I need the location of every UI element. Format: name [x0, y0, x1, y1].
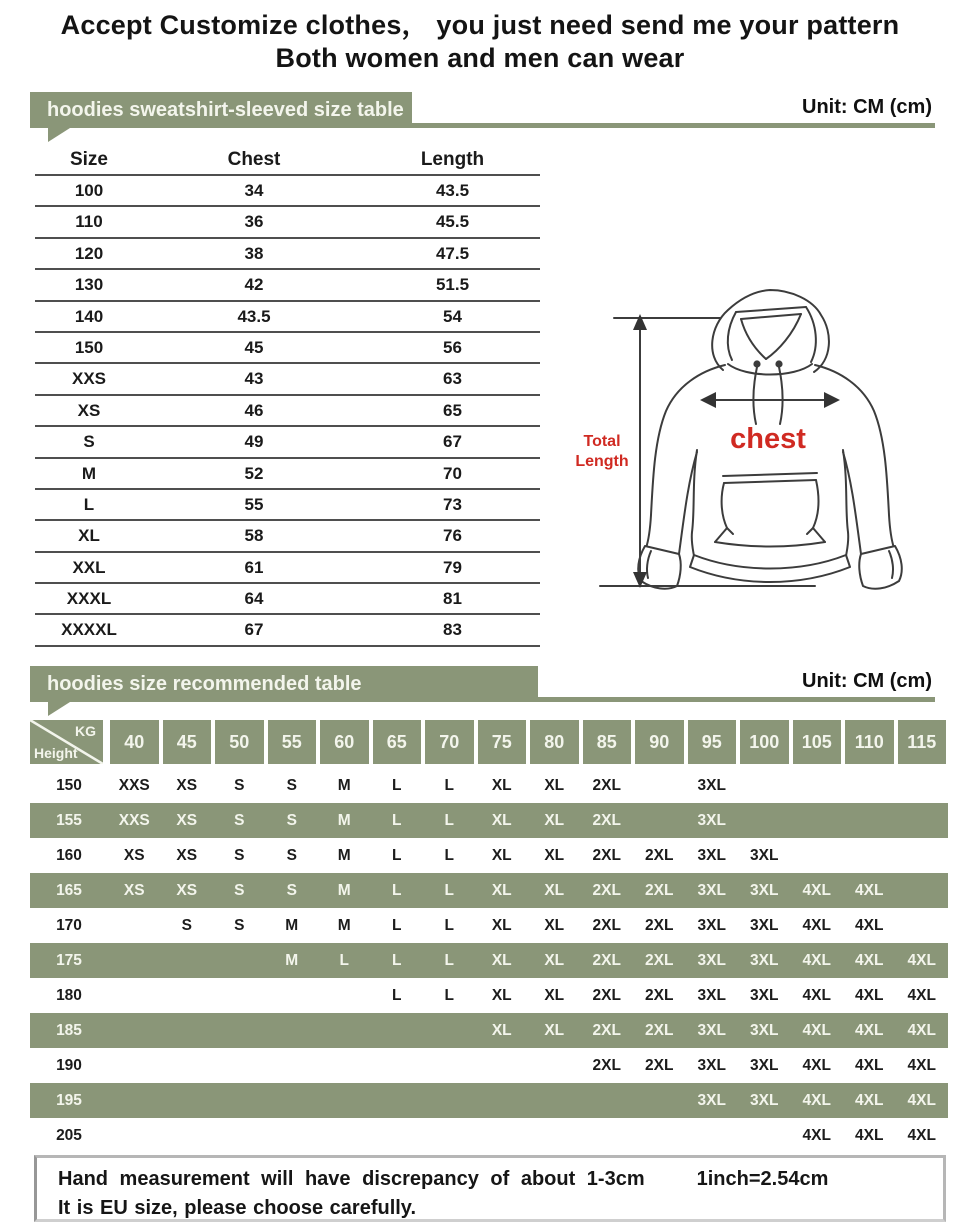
recommend-size-cell: L: [444, 846, 454, 864]
recommend-size-cell: XS: [176, 811, 198, 829]
size-table-row: [35, 396, 540, 427]
recommend-size-cell: M: [285, 951, 299, 969]
size-table-cell: 36: [244, 212, 264, 232]
size-table-row: [35, 207, 540, 238]
weight-header-cell-wrap: [686, 720, 739, 764]
measurement-note-box: [34, 1155, 946, 1222]
recommend-size-cell: S: [234, 881, 245, 899]
weight-header-cell-wrap: [738, 720, 791, 764]
recommend-row: [30, 978, 948, 1013]
recommend-size-cell: XL: [544, 846, 565, 864]
size-table-row: [35, 427, 540, 458]
size-table-cell: 120: [74, 243, 104, 263]
recommend-size-cell: XS: [123, 881, 145, 899]
heading-line1: Accept Customize clothes， you just need send me your pattern: [60, 10, 900, 40]
size-table-cell: 45.5: [435, 212, 470, 232]
recommend-size-cell: 2XL: [592, 986, 621, 1004]
recommend-size-cell: M: [337, 916, 351, 934]
height-label: 155: [56, 811, 82, 829]
recommend-size-cell: 2XL: [645, 846, 674, 864]
size-table-column-header: Size: [69, 149, 109, 170]
kg-height-corner-cell: [30, 720, 103, 764]
size-table-cell: S: [83, 432, 95, 452]
height-label: 165: [56, 881, 82, 899]
recommend-size-cell: 4XL: [855, 916, 884, 934]
size-table-cell: 130: [74, 275, 104, 295]
recommend-size-cell: XL: [544, 1021, 565, 1039]
recommend-size-cell: XS: [176, 846, 198, 864]
recommend-size-cell: 4XL: [802, 1056, 831, 1074]
size-table-cell: 140: [74, 306, 104, 326]
size-table-row: [35, 459, 540, 490]
recommend-size-cell: 3XL: [750, 951, 779, 969]
corner-height-label: Height: [34, 745, 78, 761]
recommend-size-cell: 3XL: [697, 881, 726, 899]
matrix-header-row: [30, 720, 948, 764]
recommend-size-cell: XL: [491, 1021, 512, 1039]
recommend-size-cell: L: [392, 986, 402, 1004]
weight-column-header: 40: [110, 720, 159, 764]
size-table-cell: 79: [443, 557, 462, 577]
height-label: 205: [56, 1126, 82, 1144]
recommend-size-cell: L: [444, 916, 454, 934]
recommend-row: [30, 943, 948, 978]
recommend-size-cell: L: [392, 811, 402, 829]
size-table-row: [35, 333, 540, 364]
size-table-body: [35, 176, 540, 647]
recommend-size-cell: S: [181, 916, 192, 934]
page-title: [0, 9, 960, 75]
recommend-size-cell: 2XL: [645, 951, 674, 969]
recommend-size-cell: XL: [544, 986, 565, 1004]
size-table-row: [35, 584, 540, 615]
size-table-cell: XXXL: [66, 589, 112, 609]
recommend-size-cell: 2XL: [645, 1021, 674, 1039]
height-label: 195: [56, 1091, 82, 1109]
recommend-size-cell: 2XL: [592, 881, 621, 899]
weight-header-cell-wrap: [108, 720, 161, 764]
recommend-size-cell: M: [285, 916, 299, 934]
recommend-size-cell: 3XL: [697, 951, 726, 969]
size-table-cell: 76: [443, 526, 462, 546]
size-table-cell: 46: [244, 400, 264, 420]
inch-conversion-note: 1inch=2.54cm: [696, 1168, 829, 1190]
weight-header-cell-wrap: [791, 720, 844, 764]
recommend-size-cell: 4XL: [855, 1126, 884, 1144]
recommend-size-cell: S: [286, 881, 297, 899]
recommend-size-cell: 3XL: [750, 1021, 779, 1039]
size-table-cell: 45: [244, 337, 264, 357]
size-table-cell: 63: [443, 369, 462, 389]
size-table-cell: 47.5: [435, 243, 470, 263]
size-table-cell: 54: [443, 306, 462, 326]
recommend-size-cell: 2XL: [592, 916, 621, 934]
height-label: 185: [56, 1021, 82, 1039]
size-table-banner: hoodies sweatshirt-sleeved size table: [30, 92, 412, 128]
recommend-size-cell: 4XL: [855, 986, 884, 1004]
size-table-row: [35, 521, 540, 552]
size-recommendation-table: [30, 720, 948, 1153]
recommend-size-cell: XL: [491, 986, 512, 1004]
recommend-size-cell: 3XL: [750, 1056, 779, 1074]
recommend-size-cell: 3XL: [697, 776, 726, 794]
weight-column-header: 115: [898, 720, 947, 764]
recommend-size-cell: L: [392, 881, 402, 899]
size-table-row: [35, 239, 540, 270]
recommend-size-cell: 2XL: [592, 776, 621, 794]
size-table-cell: 67: [244, 620, 264, 640]
recommend-size-cell: XS: [176, 776, 198, 794]
size-table-cell: XL: [78, 526, 100, 546]
weight-column-header: 110: [845, 720, 894, 764]
size-table-row: [35, 615, 540, 646]
weight-header-cell-wrap: [161, 720, 214, 764]
weight-column-header: 45: [163, 720, 212, 764]
recommend-size-cell: 3XL: [750, 881, 779, 899]
recommend-size-cell: 4XL: [802, 881, 831, 899]
recommend-size-cell: M: [337, 846, 351, 864]
weight-header-cell-wrap: [528, 720, 581, 764]
recommend-row: [30, 873, 948, 908]
size-table-unit-label: Unit: CM (cm): [802, 96, 932, 118]
recommend-size-cell: S: [286, 846, 297, 864]
weight-column-header: 50: [215, 720, 264, 764]
weight-column-header: 80: [530, 720, 579, 764]
recommend-size-cell: 3XL: [697, 1021, 726, 1039]
size-table-cell: 70: [443, 463, 462, 483]
recommend-size-cell: XS: [176, 881, 198, 899]
weight-column-header: 90: [635, 720, 684, 764]
recommend-size-cell: L: [392, 916, 402, 934]
size-table-cell: 55: [244, 494, 264, 514]
recommend-size-cell: 2XL: [592, 1056, 621, 1074]
recommend-size-cell: 2XL: [645, 986, 674, 1004]
recommend-size-cell: S: [286, 811, 297, 829]
recommend-size-cell: S: [234, 811, 245, 829]
recommend-row: [30, 1083, 948, 1118]
size-table-cell: 42: [244, 275, 264, 295]
weight-column-header: 60: [320, 720, 369, 764]
recommend-row: [30, 1118, 948, 1153]
recommend-size-cell: XL: [491, 846, 512, 864]
recommend-row: [30, 803, 948, 838]
recommend-size-cell: L: [444, 986, 454, 1004]
recommend-size-cell: 4XL: [855, 951, 884, 969]
weight-header-cell-wrap: [371, 720, 424, 764]
recommend-size-cell: 3XL: [697, 916, 726, 934]
hoodie-line-art: [560, 270, 960, 610]
recommend-size-cell: S: [234, 776, 245, 794]
recommend-size-cell: 4XL: [802, 951, 831, 969]
size-table-cell: 150: [74, 337, 104, 357]
weight-column-header: 75: [478, 720, 527, 764]
recommend-size-cell: 2XL: [592, 1021, 621, 1039]
size-table-cell: 81: [443, 589, 462, 609]
recommend-size-cell: XXS: [118, 811, 150, 829]
recommend-table-banner: hoodies size recommended table: [30, 666, 538, 702]
recommend-row: [30, 1013, 948, 1048]
size-table-cell: 49: [244, 432, 264, 452]
recommend-size-cell: 4XL: [855, 1056, 884, 1074]
weight-header-cell-wrap: [633, 720, 686, 764]
size-table-cell: M: [81, 463, 97, 483]
size-table-column-header: Length: [420, 149, 485, 170]
weight-column-header: 85: [583, 720, 632, 764]
height-label: 160: [56, 846, 82, 864]
size-table-cell: L: [83, 494, 95, 514]
recommend-size-cell: 2XL: [592, 811, 621, 829]
eu-size-note: It is EU size, please choose carefully.: [58, 1197, 417, 1219]
total-length-label-word2: Length: [575, 453, 629, 470]
weight-column-header: 65: [373, 720, 422, 764]
recommend-size-cell: L: [339, 951, 349, 969]
recommend-size-cell: 4XL: [907, 1021, 936, 1039]
recommend-size-cell: XL: [491, 881, 512, 899]
recommend-size-cell: XL: [544, 776, 565, 794]
weight-header-cell-wrap: [423, 720, 476, 764]
weight-header-cell-wrap: [896, 720, 949, 764]
recommend-size-cell: 2XL: [645, 881, 674, 899]
recommend-size-cell: 4XL: [907, 986, 936, 1004]
recommend-size-cell: 3XL: [697, 1056, 726, 1074]
recommend-table-banner-tail: [48, 702, 70, 716]
measurement-note-line1: [58, 1167, 922, 1191]
recommend-size-cell: L: [444, 951, 454, 969]
size-table-cell: 67: [443, 432, 462, 452]
recommend-size-cell: 2XL: [645, 916, 674, 934]
recommend-size-cell: S: [234, 916, 245, 934]
size-table-row: [35, 490, 540, 521]
size-table-cell: 100: [74, 181, 104, 200]
weight-column-header: 105: [793, 720, 842, 764]
size-table-cell: 43.5: [435, 181, 470, 200]
size-table-row: [35, 176, 540, 207]
weight-column-header: 95: [688, 720, 737, 764]
size-table-column-header: Chest: [227, 149, 281, 170]
recommend-size-cell: XL: [544, 881, 565, 899]
recommend-row: [30, 838, 948, 873]
matrix-body: [30, 768, 948, 1153]
size-table-cell: XXXXL: [61, 620, 117, 640]
recommend-size-cell: XL: [491, 811, 512, 829]
recommend-size-cell: 2XL: [592, 846, 621, 864]
recommend-size-cell: M: [337, 811, 351, 829]
height-label: 150: [56, 776, 82, 794]
size-table-cell: 110: [75, 212, 103, 232]
size-table-cell: 73: [443, 494, 462, 514]
recommend-size-cell: 4XL: [855, 1021, 884, 1039]
recommend-table-unit-label: Unit: CM (cm): [802, 670, 932, 692]
recommend-size-cell: 4XL: [907, 951, 936, 969]
height-label: 170: [56, 916, 82, 934]
size-table-cell: XXS: [71, 369, 107, 389]
recommend-size-cell: 3XL: [697, 846, 726, 864]
size-table-header-row: [35, 143, 540, 176]
recommend-size-cell: M: [337, 881, 351, 899]
recommend-size-cell: 4XL: [802, 986, 831, 1004]
recommend-size-cell: 3XL: [750, 1091, 779, 1109]
recommend-size-cell: XS: [123, 846, 145, 864]
size-table: [35, 143, 540, 647]
corner-kg-label: KG: [75, 723, 96, 739]
weight-column-header: 70: [425, 720, 474, 764]
recommend-row: [30, 908, 948, 943]
weight-column-header: 100: [740, 720, 789, 764]
recommend-size-cell: L: [392, 951, 402, 969]
size-table-cell: 83: [443, 620, 462, 640]
recommend-size-cell: XXS: [118, 776, 150, 794]
size-table-cell: XXL: [72, 557, 106, 577]
recommend-size-cell: XL: [491, 951, 512, 969]
recommend-size-cell: 4XL: [855, 881, 884, 899]
recommend-size-cell: L: [392, 776, 402, 794]
size-table-row: [35, 270, 540, 301]
weight-header-cell-wrap: [581, 720, 634, 764]
size-table-cell: 38: [244, 243, 264, 263]
size-table-banner-tail: [48, 128, 70, 142]
recommend-size-cell: 3XL: [750, 846, 779, 864]
weight-header-cell-wrap: [318, 720, 371, 764]
recommend-row: [30, 768, 948, 803]
size-table-cell: 61: [244, 557, 264, 577]
size-table-row: [35, 553, 540, 584]
recommend-size-cell: 3XL: [697, 986, 726, 1004]
hoodie-measurement-diagram: [560, 270, 960, 610]
size-table-row: [35, 364, 540, 395]
weight-header-cell-wrap: [213, 720, 266, 764]
recommend-size-cell: XL: [491, 916, 512, 934]
recommend-size-cell: XL: [544, 811, 565, 829]
size-table-cell: 43: [244, 369, 264, 389]
recommend-size-cell: 3XL: [750, 986, 779, 1004]
recommend-size-cell: XL: [544, 951, 565, 969]
size-table-cell: 56: [443, 337, 462, 357]
recommend-size-cell: 2XL: [645, 1056, 674, 1074]
recommend-size-cell: 3XL: [750, 916, 779, 934]
total-length-label-word1: Total: [583, 433, 621, 450]
size-table-cell: 51.5: [435, 275, 470, 295]
recommend-size-cell: 4XL: [802, 1126, 831, 1144]
recommend-size-cell: 4XL: [907, 1056, 936, 1074]
weight-header-cell-wrap: [266, 720, 319, 764]
size-table-row: [35, 302, 540, 333]
recommend-size-cell: M: [337, 776, 351, 794]
recommend-size-cell: 4XL: [802, 916, 831, 934]
recommend-size-cell: XL: [491, 776, 512, 794]
size-table-cell: 65: [443, 400, 462, 420]
size-table-cell: XS: [77, 400, 101, 420]
recommend-size-cell: 4XL: [855, 1091, 884, 1109]
size-table-cell: 58: [244, 526, 264, 546]
recommend-size-cell: 2XL: [592, 951, 621, 969]
recommend-size-cell: S: [234, 846, 245, 864]
heading-line2: Both women and men can wear: [275, 43, 685, 73]
discrepancy-note: Hand measurement will have discrepancy of about 1-3cm: [58, 1168, 645, 1190]
recommend-size-cell: 4XL: [907, 1091, 936, 1109]
size-table-cell: 64: [244, 589, 264, 609]
size-table-cell: 52: [244, 463, 264, 483]
height-label: 175: [56, 951, 82, 969]
recommend-size-cell: 3XL: [697, 811, 726, 829]
recommend-size-cell: 4XL: [802, 1091, 831, 1109]
recommend-size-cell: L: [444, 881, 454, 899]
weight-header-cell-wrap: [476, 720, 529, 764]
size-table-cell: 34: [244, 181, 264, 200]
recommend-size-cell: L: [444, 776, 454, 794]
recommend-size-cell: 4XL: [802, 1021, 831, 1039]
recommend-row: [30, 1048, 948, 1083]
recommend-size-cell: 4XL: [907, 1126, 936, 1144]
recommend-size-cell: S: [286, 776, 297, 794]
recommend-size-cell: L: [444, 811, 454, 829]
height-label: 190: [56, 1056, 82, 1074]
recommend-size-cell: 3XL: [697, 1091, 726, 1109]
weight-header-cell-wrap: [843, 720, 896, 764]
size-table-cell: 43.5: [237, 306, 271, 326]
chest-label: chest: [730, 423, 806, 455]
height-label: 180: [56, 986, 82, 1004]
recommend-size-cell: XL: [544, 916, 565, 934]
recommend-size-cell: L: [392, 846, 402, 864]
weight-column-header: 55: [268, 720, 317, 764]
